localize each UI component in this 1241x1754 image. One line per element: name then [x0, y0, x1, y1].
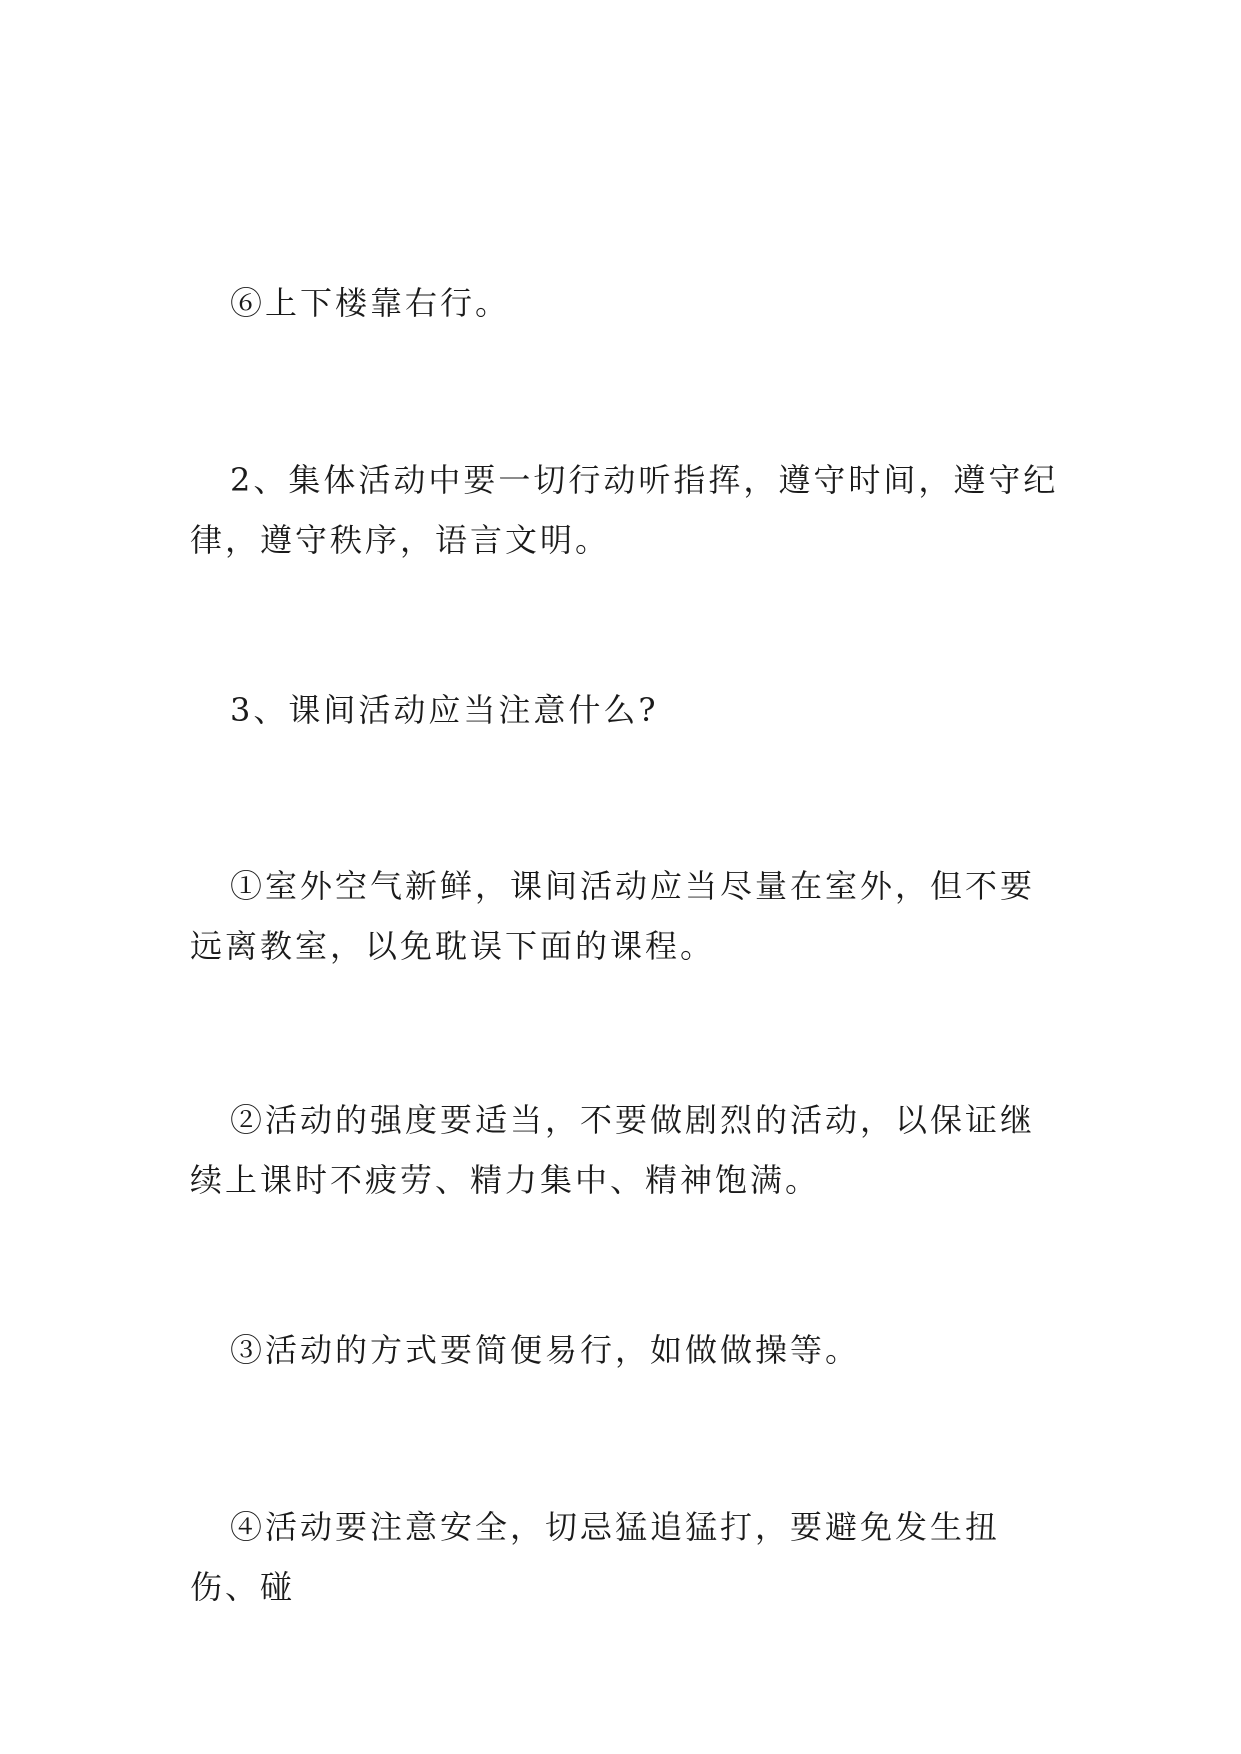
paragraph-recess-method: ③活动的方式要简便易行，如做做操等。 — [230, 1331, 861, 1369]
paragraph-recess-heading: 3、课间活动应当注意什么? — [230, 691, 659, 729]
paragraph-recess-outdoor: ①室外空气新鲜，课间活动应当尽量在室外，但不要远离教室，以免耽误下面的课程。 — [190, 867, 1036, 965]
paragraph-stairs-rule: ⑥上下楼靠右行。 — [230, 284, 511, 322]
paragraph-recess-intensity: ②活动的强度要适当，不要做剧烈的活动，以保证继续上课时不疲劳、精力集中、精神饱满。 — [190, 1101, 1036, 1199]
paragraph-group-activity-rule: 2、集体活动中要一切行动听指挥，遵守时间，遵守纪律，遵守秩序，语言文明。 — [190, 461, 1059, 559]
paragraph-recess-safety: ④活动要注意安全，切忌猛追猛打，要避免发生扭伤、碰 — [190, 1508, 1001, 1606]
